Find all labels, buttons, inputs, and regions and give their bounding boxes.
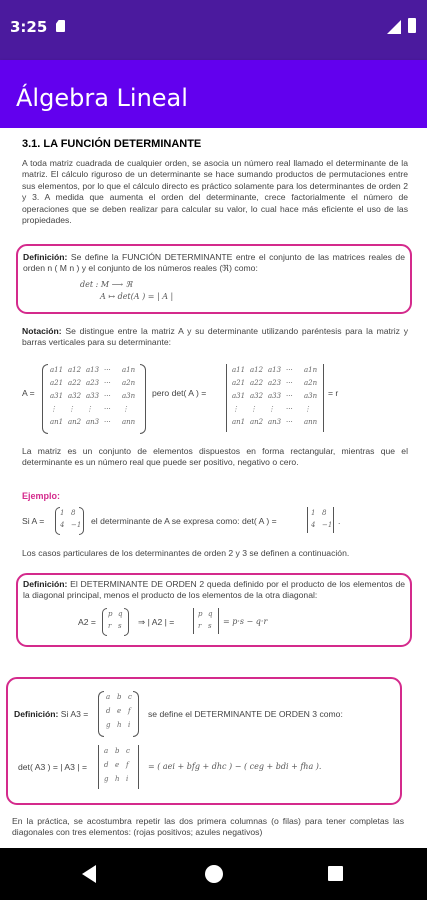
definition-box-determinant xyxy=(16,244,412,314)
definition-3-si: Si A3 = xyxy=(60,709,89,719)
matrix-cell: f xyxy=(126,761,129,769)
matrix-cell: c xyxy=(128,693,132,701)
matrix-cell: ⋮ xyxy=(68,405,75,413)
matrix-cell: d xyxy=(104,761,109,769)
matrix-cell: h xyxy=(115,775,120,783)
matrix-cell: ··· xyxy=(286,392,293,400)
definition-box-order-3 xyxy=(6,677,402,805)
matrix-cell: a32 xyxy=(68,392,82,400)
definition-2-text: El DETERMINANTE DE ORDEN 2 queda definido por el producto de los elementos de la diagonal principal, menos el producto de los elementos de la otra diagonal: xyxy=(23,579,406,601)
status-time: 3:25 xyxy=(10,18,48,36)
notation-pero-det: pero det( A ) = xyxy=(152,388,207,398)
matrix-cell: 1 xyxy=(311,509,316,517)
matrix-cell: an1 xyxy=(232,418,246,426)
definition-2 xyxy=(23,579,405,602)
matrix-cell: −1 xyxy=(322,521,333,529)
determinant-right-bar xyxy=(323,364,324,432)
matrix-cell: r xyxy=(198,622,202,630)
matrix-cell: a22 xyxy=(250,379,264,387)
example-det-right-bar xyxy=(333,507,334,533)
definition-2-label: Definición: xyxy=(23,579,68,589)
matrix-cell: a xyxy=(106,693,111,701)
document-content[interactable] xyxy=(0,128,427,848)
recents-icon[interactable] xyxy=(328,866,343,881)
definition-1-text: Se define la FUNCIÓN DETERMINANTE entre el conjunto de las matrices reales de orden n ( M n ) y el conjunto de los números reales (ℜ) como: xyxy=(23,252,405,274)
definition-3-text: se define el DETERMINANTE DE ORDEN 3 como: xyxy=(148,709,343,719)
matrix-cell: h xyxy=(117,721,122,729)
matrix-cell: ··· xyxy=(104,366,111,374)
matrix-cell: an3 xyxy=(268,418,282,426)
definition-1-label: Definición: xyxy=(23,252,68,262)
matrix-cell: ann xyxy=(122,418,136,426)
matrix-cell: a31 xyxy=(232,392,246,400)
matrix-cell: q xyxy=(208,610,213,618)
definition-2-left-paren xyxy=(102,608,107,636)
matrix-cell: a22 xyxy=(68,379,82,387)
notation-label: Notación: xyxy=(22,326,62,336)
matrix-explanation: La matriz es un conjunto de elementos dispuestos en forma rectangular, mientras que el determinante es un número real que puede ser positivo, negativo o cero. xyxy=(22,446,408,468)
notation-paragraph xyxy=(22,326,408,349)
matrix-cell: f xyxy=(128,707,131,715)
matrix-cell: ⋮ xyxy=(122,405,129,413)
sim-card-icon xyxy=(56,20,65,32)
definition-2-result: = p·s − q·r xyxy=(223,617,268,626)
definition-2-det-right-bar xyxy=(218,608,219,634)
matrix-cell: ··· xyxy=(104,405,111,413)
definition-2-arrow: ⇒ | A2 | = xyxy=(138,617,175,627)
matrix-cell: s xyxy=(118,622,122,630)
definition-3-result: = ( aei + bfg + dhc ) − ( ceg + bdi + fha ). xyxy=(148,762,322,771)
back-icon[interactable] xyxy=(82,865,96,883)
matrix-cell: r xyxy=(108,622,112,630)
matrix-cell: a12 xyxy=(68,366,82,374)
matrix-cell: b xyxy=(115,747,120,755)
definition-3-label: Definición: xyxy=(14,709,59,719)
example-si: Si A = xyxy=(22,516,45,526)
matrix-cell: ··· xyxy=(286,366,293,374)
example-label: Ejemplo: xyxy=(22,491,61,501)
definition-1 xyxy=(23,252,405,275)
matrix-cell: 8 xyxy=(322,509,327,517)
app-title: Álgebra Lineal xyxy=(16,84,188,112)
matrix-cell: ··· xyxy=(104,379,111,387)
matrix-cell: ann xyxy=(304,418,318,426)
definition-1-formula-line2: A ↦ det(A ) = | A | xyxy=(100,292,174,301)
definition-3-det: det( A3 ) = | A3 | = xyxy=(18,762,87,772)
signal-icon xyxy=(387,20,401,34)
definition-box-order-2 xyxy=(16,573,412,647)
matrix-cell: a xyxy=(104,747,109,755)
notation-A-label: A = xyxy=(22,388,35,398)
matrix-cell: ⋮ xyxy=(268,405,275,413)
matrix-cell: a11 xyxy=(50,366,64,374)
practice-paragraph: En la práctica, se acostumbra repetir las dos primera columnas (o filas) para tener completas las diagonales con tres elementos: (rojas positivos; azules negativos) xyxy=(12,816,404,838)
matrix-cell: a32 xyxy=(250,392,264,400)
matrix-cell: a1n xyxy=(122,366,136,374)
matrix-cell: a23 xyxy=(86,379,100,387)
matrix-right-paren xyxy=(140,364,146,434)
example-text: el determinante de A se expresa como: det( A ) = xyxy=(91,516,277,526)
matrix-cell: a11 xyxy=(232,366,246,374)
matrix-cell: a13 xyxy=(86,366,100,374)
battery-icon xyxy=(408,18,416,33)
matrix-cell: a2n xyxy=(304,379,318,387)
matrix-cell: ⋮ xyxy=(232,405,239,413)
matrix-cell: e xyxy=(115,761,120,769)
matrix-cell: 4 xyxy=(60,521,65,529)
matrix-cell: i xyxy=(126,775,129,783)
matrix-cell: ··· xyxy=(286,379,293,387)
matrix-cell: a3n xyxy=(304,392,318,400)
matrix-cell: q xyxy=(118,610,123,618)
definition-3-det-left-bar xyxy=(98,745,99,789)
definition-3-label-wrap xyxy=(14,709,88,720)
matrix-cell: an3 xyxy=(86,418,100,426)
navigation-bar xyxy=(0,848,427,900)
definition-3-left-paren xyxy=(98,691,104,737)
matrix-cell: ··· xyxy=(104,418,111,426)
matrix-cell: a21 xyxy=(232,379,246,387)
matrix-cell: ··· xyxy=(286,418,293,426)
definition-1-formula-line1: det : M ⟶ ℜ xyxy=(80,280,133,289)
matrix-cell: a33 xyxy=(268,392,282,400)
matrix-left-paren xyxy=(42,364,48,434)
matrix-cell: a2n xyxy=(122,379,136,387)
definition-3-det-right-bar xyxy=(138,745,139,789)
matrix-cell: a12 xyxy=(250,366,264,374)
matrix-cell: ··· xyxy=(104,392,111,400)
matrix-cell: s xyxy=(208,622,212,630)
intro-paragraph: A toda matriz cuadrada de cualquier orden, se asocia un número real llamado el determinante de la matriz. El cálculo riguroso de un determinante se hace sumando productos de permutaciones entre sus elementos, por lo que el cálculo directo es práctico solamente para los determinantes de orden 2 y 3. A medida que aumenta el orden del determinante, crece factorialmente el número de operaciones que se deben realizar para calcular su valor, lo cual hace más eficiente el uso de las propiedades. xyxy=(22,158,408,226)
app-bar xyxy=(0,60,427,128)
matrix-cell: e xyxy=(117,707,122,715)
matrix-cell: ⋮ xyxy=(250,405,257,413)
matrix-cell: a23 xyxy=(268,379,282,387)
definition-2-det-left-bar xyxy=(193,608,194,634)
definition-2-A2: A2 = xyxy=(78,617,96,627)
example-period: . xyxy=(338,516,341,526)
matrix-cell: a1n xyxy=(304,366,318,374)
matrix-cell: b xyxy=(117,693,122,701)
matrix-cell: g xyxy=(104,775,109,783)
matrix-cell: a33 xyxy=(86,392,100,400)
matrix-cell: a31 xyxy=(50,392,64,400)
matrix-cell: an2 xyxy=(68,418,82,426)
matrix-cell: a3n xyxy=(122,392,136,400)
matrix-cell: 8 xyxy=(71,509,76,517)
matrix-cell: ··· xyxy=(286,405,293,413)
matrix-cell: ⋮ xyxy=(86,405,93,413)
matrix-cell: −1 xyxy=(71,521,82,529)
matrix-cell: i xyxy=(128,721,131,729)
matrix-cell: g xyxy=(106,721,111,729)
matrix-cell: d xyxy=(106,707,111,715)
matrix-cell: a13 xyxy=(268,366,282,374)
matrix-cell: an2 xyxy=(250,418,264,426)
section-title: 3.1. LA FUNCIÓN DETERMINANTE xyxy=(22,138,202,150)
matrix-cell: 1 xyxy=(60,509,65,517)
particular-cases-text: Los casos particulares de los determinantes de orden 2 y 3 se definen a continuación. xyxy=(22,548,350,558)
example-det-left-bar xyxy=(307,507,308,533)
definition-3-right-paren xyxy=(133,691,139,737)
matrix-cell: p xyxy=(108,610,113,618)
notation-text: Se distingue entre la matriz A y su determinante utilizando paréntesis para la matriz y barras verticales para su determinante: xyxy=(22,326,408,348)
home-icon[interactable] xyxy=(205,865,223,883)
status-bar xyxy=(0,0,427,60)
definition-2-right-paren xyxy=(124,608,129,636)
matrix-cell: p xyxy=(198,610,203,618)
matrix-cell: c xyxy=(126,747,130,755)
matrix-cell: ⋮ xyxy=(304,405,311,413)
matrix-cell: 4 xyxy=(311,521,316,529)
determinant-left-bar xyxy=(226,364,227,432)
matrix-cell: ⋮ xyxy=(50,405,57,413)
matrix-cell: a21 xyxy=(50,379,64,387)
matrix-cell: an1 xyxy=(50,418,64,426)
notation-end: = r xyxy=(328,388,339,398)
